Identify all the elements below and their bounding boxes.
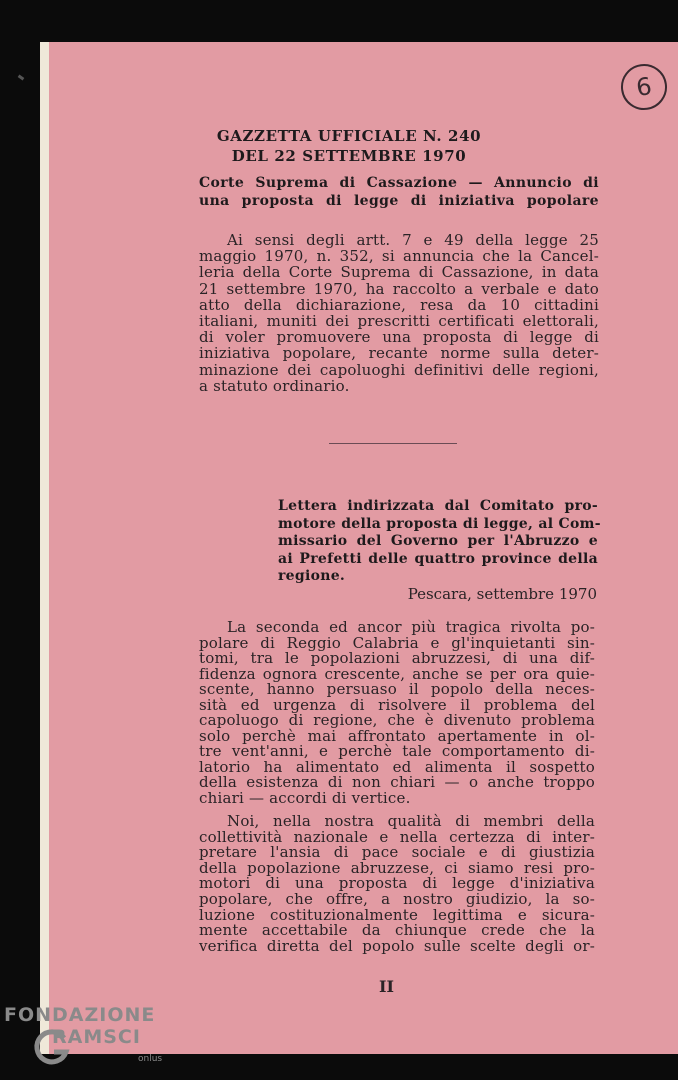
header-line-2: DEL 22 SETTEMBRE 1970: [231, 147, 467, 165]
text-line: della esistenza di non chiari — o anche troppo: [199, 773, 595, 791]
text-line: sità ed urgenza di risolvere il problema del: [199, 695, 595, 714]
text-line: di voler promuovere una proposta di legge di: [199, 328, 599, 347]
text-line: tre vent'anni, e perchè tale comportamento di-: [199, 742, 595, 760]
letter-dateline: Pescara, settembre 1970: [407, 585, 597, 603]
text-line: minazione dei capoluoghi definitivi delle regioni,: [199, 360, 599, 379]
watermark-line-1: FONDAZIONE: [4, 1004, 156, 1026]
text-line: verifica diretta del popolo sulle scelte degli or-: [199, 936, 595, 955]
fondazione-gramsci-watermark: [4, 1004, 179, 1074]
text-line: La seconda ed ancor più tragica rivolta po-: [227, 618, 595, 636]
watermark-onlus: onlus: [138, 1054, 163, 1064]
gramsci-g-logo-icon: [32, 1028, 72, 1068]
text-line: a statuto ordinario.: [199, 376, 350, 395]
letter-title-line: regione.: [278, 568, 346, 584]
subtitle-line-1: Corte Suprema di Cassazione — Annuncio di: [199, 175, 599, 191]
letter-paragraph-1: [199, 620, 595, 806]
text-line: tomi, tra le popolazioni abruzzesi, di una dif-: [199, 649, 595, 667]
text-line: mente accettabile da chiunque crede che la: [199, 921, 595, 940]
text-line: fidenza ognora crescente, anche se per ora quie-: [199, 664, 595, 683]
announcement-paragraph: [199, 232, 599, 394]
text-line: 21 settembre 1970, ha raccolto a verbale e dato: [199, 279, 599, 298]
document-page: [40, 42, 678, 1054]
text-line: italiani, muniti dei prescritti certificati elettorali,: [199, 312, 599, 331]
text-line: polare di Reggio Calabria e gl'inquietanti sin-: [199, 633, 595, 652]
section-divider: [329, 443, 457, 444]
text-line: Noi, nella nostra qualità di membri della: [227, 812, 595, 830]
gazette-header: [189, 126, 509, 166]
text-line: latorio ha alimentato ed alimenta il sospetto: [199, 757, 595, 776]
text-line: collettività nazionale e nella certezza di inter-: [199, 827, 595, 846]
announcement-subtitle: [199, 174, 599, 210]
text-line: solo perchè mai affrontato apertamente in ol-: [199, 726, 595, 745]
header-line-1: GAZZETTA UFFICIALE N. 240: [216, 127, 482, 145]
letter-title-line: Lettera indirizzata dal Comitato pro-: [278, 498, 598, 514]
text-line: atto della dichiarazione, resa da 10 cittadini: [199, 295, 599, 314]
letter-title-line: motore della proposta di legge, al Com-: [278, 515, 601, 532]
text-line: luzione costituzionalmente legittima e sicura-: [199, 905, 595, 924]
circled-page-annotation: 6: [618, 61, 670, 113]
text-line: chiari — accordi di vertice.: [199, 788, 411, 807]
text-line: Ai sensi degli artt. 7 e 49 della legge 25: [227, 231, 599, 249]
letter-title-line: ai Prefetti delle quattro province della: [278, 550, 598, 567]
watermark-line-2: RAMSCI: [52, 1026, 141, 1048]
text-line: popolare, che offre, a nostro giudizio, la so-: [199, 889, 595, 908]
letter-paragraph-2: [199, 814, 595, 954]
letter-title-line: missario del Governo per l'Abruzzo e: [278, 533, 598, 549]
subtitle-line-2: una proposta di legge di iniziativa popolare: [199, 193, 599, 209]
text-line: della popolazione abruzzese, ci siamo resi pro-: [199, 858, 595, 877]
scan-edge-mark: [18, 75, 25, 81]
text-line: iniziativa popolare, recante norme sulla deter-: [199, 344, 599, 363]
text-line: maggio 1970, n. 352, si annuncia che la Cancel-: [199, 247, 599, 266]
text-line: scente, hanno persuaso il popolo della neces-: [199, 680, 595, 698]
text-line: pretare l'ansia di pace sociale e di giustizia: [199, 843, 595, 862]
letter-title: [278, 498, 601, 586]
page-number: II: [379, 977, 394, 996]
text-line: capoluogo di regione, che è divenuto problema: [199, 711, 595, 729]
text-line: motori di una proposta di legge d'iniziativa: [199, 874, 595, 893]
text-line: leria della Corte Suprema di Cassazione, in data: [199, 263, 599, 282]
